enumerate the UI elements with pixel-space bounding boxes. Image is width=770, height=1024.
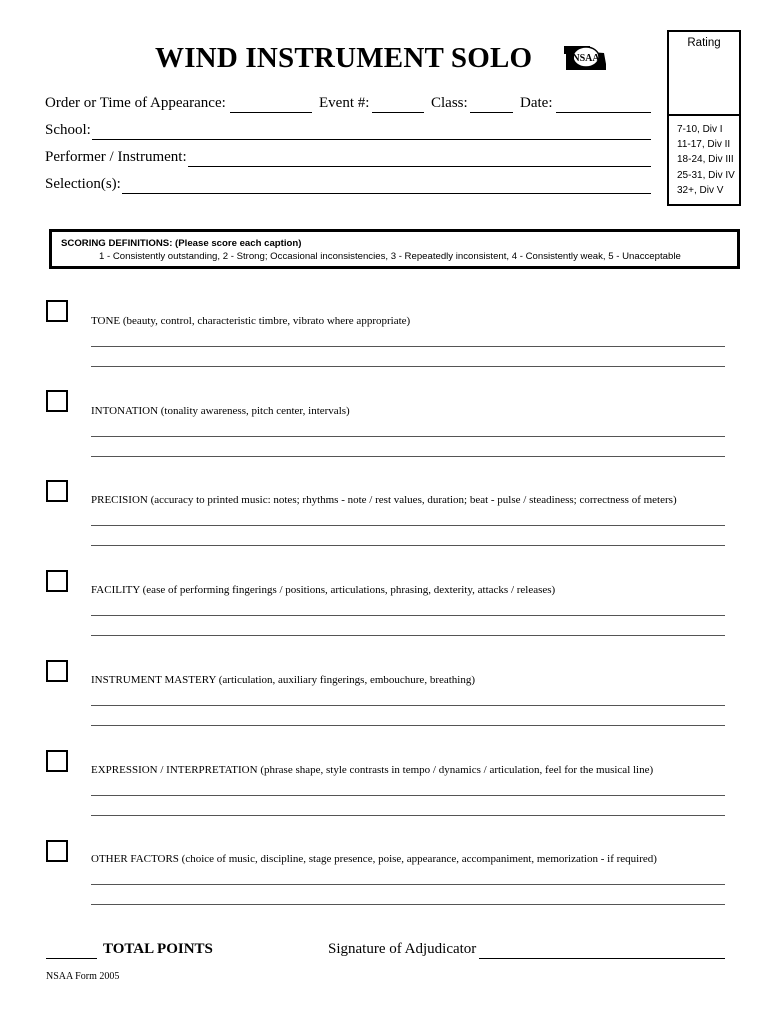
comment-line[interactable] bbox=[91, 346, 725, 347]
comment-line[interactable] bbox=[91, 705, 725, 706]
category-label: INTONATION (tonality awareness, pitch center, intervals) bbox=[91, 405, 350, 417]
school-label: School: bbox=[45, 122, 91, 138]
division-item: 11-17, Div II bbox=[677, 139, 731, 151]
performer-field[interactable] bbox=[188, 166, 651, 167]
comment-line[interactable] bbox=[91, 635, 725, 636]
school-field[interactable] bbox=[92, 139, 651, 140]
score-checkbox[interactable] bbox=[46, 480, 68, 502]
total-points-label: TOTAL POINTS bbox=[103, 941, 213, 957]
rating-box[interactable] bbox=[667, 30, 741, 206]
division-item: 25-31, Div IV bbox=[677, 169, 735, 181]
signature-label: Signature of Adjudicator bbox=[328, 941, 477, 957]
class-label: Class: bbox=[431, 95, 468, 111]
rating-divider bbox=[669, 114, 739, 116]
scoring-heading: SCORING DEFINITIONS: (Please score each caption) bbox=[61, 238, 302, 249]
category-label: TONE (beauty, control, characteristic timbre, vibrato where appropriate) bbox=[91, 315, 411, 327]
scoring-scale: 1 - Consistently outstanding, 2 - Strong; Occasional inconsistencies, 3 - Repeatedly inconsistent, 4 - Consistently weak, 5 - Unacceptable bbox=[99, 251, 681, 262]
score-checkbox[interactable] bbox=[46, 570, 68, 592]
date-field[interactable] bbox=[556, 112, 651, 113]
date-label: Date: bbox=[520, 95, 553, 111]
division-list bbox=[677, 122, 735, 198]
comment-line[interactable] bbox=[91, 904, 725, 905]
event-label: Event #: bbox=[319, 95, 370, 111]
class-field[interactable] bbox=[470, 112, 513, 113]
comment-line[interactable] bbox=[91, 815, 725, 816]
comment-line[interactable] bbox=[91, 615, 725, 616]
form-title: WIND INSTRUMENT SOLO bbox=[155, 42, 533, 74]
rating-label: Rating bbox=[687, 37, 721, 49]
order-label: Order or Time of Appearance: bbox=[45, 95, 226, 111]
order-field[interactable] bbox=[230, 112, 312, 113]
signature-field[interactable] bbox=[479, 958, 725, 959]
performer-label: Performer / Instrument: bbox=[45, 149, 187, 165]
comment-line[interactable] bbox=[91, 525, 725, 526]
selection-label: Selection(s): bbox=[45, 176, 121, 192]
score-checkbox[interactable] bbox=[46, 300, 68, 322]
division-item: 7-10, Div I bbox=[677, 124, 723, 135]
comment-line[interactable] bbox=[91, 456, 725, 457]
division-item: 18-24, Div III bbox=[677, 154, 734, 166]
score-checkbox[interactable] bbox=[46, 840, 68, 862]
score-checkbox[interactable] bbox=[46, 390, 68, 412]
division-item: 32+, Div V bbox=[677, 184, 724, 196]
category-label: PRECISION (accuracy to printed music: notes; rhythms - note / rest values, duration; beat - pulse / steadiness; correctness of meters) bbox=[91, 494, 677, 506]
svg-text:NSAA: NSAA bbox=[572, 53, 600, 64]
comment-line[interactable] bbox=[91, 545, 725, 546]
selection-field[interactable] bbox=[122, 193, 651, 194]
category-label: INSTRUMENT MASTERY (articulation, auxiliary fingerings, embouchure, breathing) bbox=[91, 674, 476, 686]
category-label: OTHER FACTORS (choice of music, discipline, stage presence, poise, appearance, accompaniment, memorization - if required) bbox=[91, 853, 657, 865]
scoring-definitions bbox=[49, 229, 740, 269]
total-points-field[interactable] bbox=[46, 958, 97, 959]
category-label: EXPRESSION / INTERPRETATION (phrase shape, style contrasts in tempo / dynamics / articulation, feel for the musical line) bbox=[91, 764, 654, 776]
comment-line[interactable] bbox=[91, 725, 725, 726]
comment-line[interactable] bbox=[91, 795, 725, 796]
event-field[interactable] bbox=[372, 112, 424, 113]
nsaa-logo bbox=[562, 40, 608, 74]
comment-line[interactable] bbox=[91, 436, 725, 437]
form-footer: NSAA Form 2005 bbox=[46, 971, 120, 982]
comment-line[interactable] bbox=[91, 366, 725, 367]
category-label: FACILITY (ease of performing fingerings / positions, articulations, phrasing, dexterity, attacks / releases) bbox=[91, 584, 556, 596]
comment-line[interactable] bbox=[91, 884, 725, 885]
score-checkbox[interactable] bbox=[46, 660, 68, 682]
score-checkbox[interactable] bbox=[46, 750, 68, 772]
